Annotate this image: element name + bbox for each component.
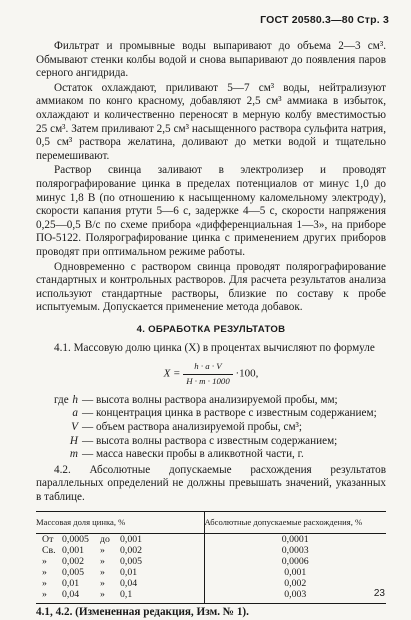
paragraph-polarography: Раствор свинца заливают в электролизер и проводят полярографирование цинка в пределах потенциалов от минус 1,0 до минус 1,8 В (по отношению к насыщенному каломельному электроду), скорости капания ртути 5—6 с, задержке 4—5 с, скорости напряжения 0,25—0,5 В/с по схеме прибора «дифференциальная 1—3», на приборе ПО-5122. Полярографирование цинка с применением других приборов проводят при оптимальном режиме работы. [36, 164, 386, 258]
range-from: 0,001 [62, 545, 85, 557]
definition-symbol: h [72, 393, 78, 406]
table-cell-range [36, 589, 204, 604]
range-to: 0,04 [120, 578, 138, 590]
definition-text: — высота волны раствора анализируемой пробы, мм; [82, 393, 338, 406]
range-from: 0,005 [62, 567, 85, 579]
definition-text: — объем раствора анализируемой пробы, см³; [82, 421, 302, 434]
paragraph-4-1: 4.1. Массовую долю цинка (X) в процентах вычисляют по формуле [54, 342, 375, 355]
range-prefix: » [42, 567, 47, 579]
table-row [36, 534, 386, 546]
definition-text: — концентрация цинка в растворе с известным содержанием; [82, 407, 377, 420]
range-prefix: » [42, 578, 47, 590]
table-cell-range [36, 545, 204, 556]
formula-lhs: X = [163, 367, 181, 380]
range-to: 0,1 [120, 589, 133, 601]
table-cell-value: 0,003 [204, 589, 386, 604]
range-mid: » [100, 578, 105, 590]
range-prefix: От [42, 534, 54, 546]
definition-symbol: V [71, 421, 78, 434]
definition-item [62, 407, 386, 421]
table-cell-value: 0,001 [284, 567, 307, 579]
range-prefix: » [42, 589, 47, 601]
formula-denominator: H · m · 1000 [186, 375, 230, 386]
range-to: 0,002 [120, 545, 143, 557]
table-header-tolerance: Абсолютные допускаемые расхождения, % [204, 511, 386, 534]
table-row [36, 556, 386, 567]
table-header-zinc: Массовая доля цинка, % [36, 511, 204, 534]
definition-item [62, 421, 386, 435]
definition-symbol: H [69, 434, 78, 447]
range-prefix: Св. [42, 545, 56, 557]
table-cell-range [36, 567, 204, 578]
table-cell-value: 0,002 [284, 578, 307, 590]
definition-text: — высота волны раствора с известным содержанием; [82, 434, 338, 447]
running-header: ГОСТ 20580.3—80 Стр. 3 [260, 14, 389, 26]
table-cell-range [36, 578, 204, 589]
table-cell-value: 0,0006 [281, 556, 309, 568]
range-mid: » [100, 556, 105, 568]
tolerance-table [36, 511, 386, 605]
definition-text: — масса навески пробы в аликвотной части, г. [82, 448, 304, 461]
page-number: 23 [373, 588, 385, 599]
range-from: 0,04 [62, 589, 80, 601]
range-from: 0,002 [62, 556, 85, 568]
table-cell-value: 0,0003 [281, 545, 309, 557]
table-cell-range [36, 534, 204, 546]
range-mid: » [100, 589, 105, 601]
amendment-note: 4.1, 4.2. (Измененная редакция, Изм. № 1). [36, 606, 249, 619]
body-text [36, 40, 386, 620]
range-mid: » [100, 567, 105, 579]
definition-symbol: a [72, 407, 78, 420]
table-row [36, 589, 386, 604]
range-from: 0,0005 [62, 534, 89, 546]
formula-fraction [183, 360, 233, 388]
range-to: 0,01 [120, 567, 138, 579]
range-prefix: » [42, 556, 47, 568]
where-label: где [54, 394, 69, 407]
range-from: 0,01 [62, 578, 80, 590]
range-to: 0,001 [120, 534, 143, 546]
table-cell-range [36, 556, 204, 567]
table-row [36, 578, 386, 589]
table-header-row [36, 511, 386, 534]
formula [36, 360, 386, 388]
range-mid: до [100, 534, 110, 546]
paragraph-standards: Одновременно с раствором свинца проводят полярографирование стандартных и контрольных растворов. Для расчета результатов анализа используют стандартные растворы, близкие по составу к пробе испытуемым. Допускается применение метода добавок. [36, 260, 386, 314]
section-title: 4. ОБРАБОТКА РЕЗУЛЬТАТОВ [136, 323, 286, 335]
range-to: 0,005 [120, 556, 143, 568]
definitions-list [62, 394, 386, 462]
definition-item [62, 448, 386, 462]
formula-numerator: h · a · V [183, 360, 233, 375]
definition-item [62, 394, 386, 408]
range-mid: » [100, 545, 105, 557]
formula-rhs: ·100, [235, 367, 259, 380]
definition-symbol: m [69, 448, 78, 461]
paragraph-filtrate: Фильтрат и промывные воды выпаривают до объема 2—3 см³. Обмывают стенки колбы водой и снова выпаривают до появления паров серного ангидрида. [36, 40, 386, 80]
table-row [36, 567, 386, 578]
definition-item [62, 435, 386, 449]
table-cell-value: 0,0001 [281, 534, 309, 546]
paragraph-4-2: 4.2. Абсолютные допускаемые расхождения результатов параллельных определений не должны превышать значений, указанных в таблице. [36, 463, 386, 503]
table-row [36, 545, 386, 556]
paragraph-residue: Остаток охлаждают, приливают 5—7 см³ воды, нейтрализуют аммиаком по конго красному, добавляют 2,5 см³ аммиака в избыток, охлаждают и количественно переносят в мерную колбу вместимостью 25 см³. Затем приливают 2,5 см³ насыщенного раствора сульфита натрия, 0,5 см³ раствора желатина, доливают до метки водой и тщательно перемешивают. [36, 81, 386, 162]
